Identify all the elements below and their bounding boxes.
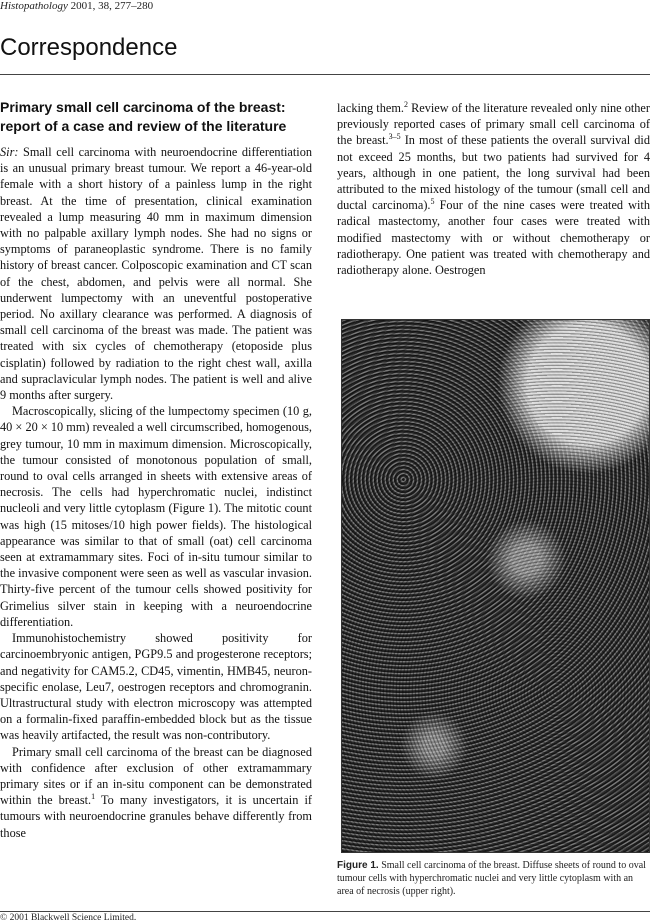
copyright-footer: © 2001 Blackwell Science Limited.: [0, 913, 137, 923]
micrograph-figure: [341, 319, 650, 853]
journal-name: Histopathology: [0, 0, 68, 12]
figure-caption-text: Small cell carcinoma of the breast. Diffuse sheets of round to oval tumour cells with hyperchromatic nuclei and very little cytoplasm with an area of necrosis (upper right).: [337, 860, 646, 897]
journal-volume: 38,: [98, 0, 112, 12]
journal-year: 2001,: [70, 0, 96, 12]
right-column: [337, 100, 650, 316]
left-column: [0, 144, 312, 912]
running-head: [0, 0, 153, 12]
paragraph-5-text-2: Review of the literature revealed only nine other previously reported cases of primary small cell carcinoma of the breast.: [337, 101, 650, 148]
figure-caption: [337, 859, 650, 898]
citation-ref: 1: [91, 792, 96, 802]
journal-pages: 277–280: [114, 0, 154, 12]
paragraph-4-text: Primary small cell carcinoma of the breast can be diagnosed with confidence after exclusion of other extramammary primary sites or if an in-situ component can be demonstrated within the breast.: [0, 744, 312, 808]
citation-ref: 2: [403, 100, 408, 109]
figure-label: Figure 1.: [337, 860, 379, 871]
paragraph-5-text-1: lacking them.: [337, 101, 404, 115]
paragraph-4-tail: To many investigators, it is uncertain if tumours with neuroendocrine granules behave differently from those: [0, 793, 312, 840]
article-title: Primary small cell carcinoma of the breast: report of a case and review of the literature: [0, 99, 287, 134]
paragraph-4: [0, 744, 312, 841]
header-rule: [0, 74, 650, 75]
paragraph-1: [0, 144, 312, 403]
paragraph-5: [337, 100, 650, 278]
paragraph-1-text: Small cell carcinoma with neuroendocrine differentiation is an unusual primary breast tumour. We report a 46-year-old female with a short history of a painless lump in the right breast. At the time of presentation, clinical examination revealed a lump measuring 40 mm in maximum dimension with no palpable axillary lymph nodes. She had no signs or symptoms of paraneoplastic syndrome. There is no family history of breast cancer. Colposcopic examination and CT scan of the chest, abdomen, and pelvis were all normal. She underwent lumpectomy with an uneventful postoperative period. No axillary clearance was performed. A diagnosis of small cell carcinoma of the breast was made. The patient was treated with six cycles of chemotherapy (etoposide plus cisplatin) followed by radiation to the right chest wall, axilla and supraclavicular lymph nodes. The patient is well and alive 9 months after surgery.: [0, 145, 312, 403]
footer-rule: [0, 911, 650, 912]
paragraph-2: Macroscopically, slicing of the lumpectomy specimen (10 g, 40 × 20 × 10 mm) revealed a well circumscribed, homogenous, grey tumour, 10 mm in maximum dimension. Microscopically, the tumour consisted of monotonous population of small, round to oval cells arranged in sheets with extensive areas of necrosis. The cells had hyperchromatic nuclei, indistinct nucleoli and very little cytoplasm (Figure 1). The mitotic count was high (15 mitoses/10 high power fields). The histological appearance was similar to that of small (oat) cell carcinoma seen at extramammary sites. Foci of in-situ tumour similar to the invasive component were seen as well as vascular invasion. Thirty-five percent of the tumour cells showed positivity for Grimelius silver stain in keeping with a neuroendocrine differentiation.: [0, 404, 312, 629]
paragraph-5-text-3: In most of these patients the overall survival did not exceed 25 months, but two patients had survived for 4 years, although in one patient, the long survival had been attributed to the mixed histology of the tumour (small cell and ductal carcinoma).: [337, 133, 650, 213]
salutation: Sir:: [0, 145, 19, 159]
paragraph-5-text-4: Four of the nine cases were treated with radical mastectomy, another four cases were treated with modified mastectomy with or without chemotherapy or radiotherapy. One patient was treated with chemotherapy and radiotherapy alone. Oestrogen: [337, 198, 650, 278]
citation-ref: 3–5: [388, 132, 401, 142]
section-title: Correspondence: [0, 34, 178, 61]
citation-ref: 5: [430, 197, 435, 207]
paragraph-3: Immunohistochemistry showed positivity for carcinoembryonic antigen, PGP9.5 and progesterone receptors; and negativity for CAM5.2, CD45, vimentin, HMB45, neuron-specific enolase, Leu7, oestrogen receptors and chromogranin. Ultrastructural study with electron microscopy was attempted on a formalin-fixed paraffin-embedded block but as the tissue was heavily artifacted, the result was non-contributory.: [0, 631, 312, 743]
